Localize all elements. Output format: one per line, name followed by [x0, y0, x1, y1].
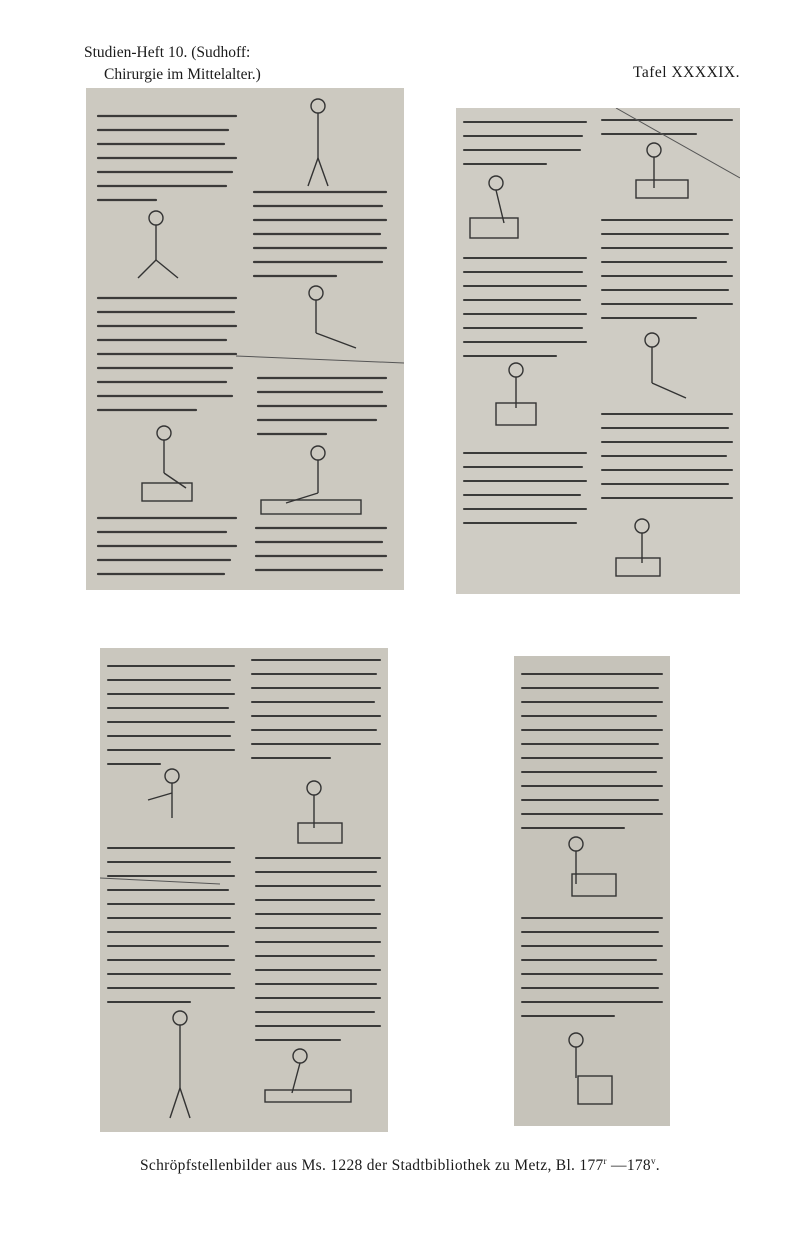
book-title: Chirurgie im Mittelalter.) — [104, 66, 261, 83]
manuscript-page-top-right — [456, 108, 740, 594]
manuscript-page-bottom-right — [514, 656, 670, 1126]
manuscript-image-bottom-left — [100, 648, 388, 1132]
caption-range: —178 — [606, 1157, 651, 1175]
manuscript-page-bottom-left — [100, 648, 388, 1132]
caption-recto: r — [603, 1156, 607, 1166]
series-title: Studien-Heft 10. — [84, 44, 188, 61]
manuscript-image-bottom-right — [514, 656, 670, 1126]
plate-number: Tafel XXXXIX. — [633, 64, 740, 81]
caption-verso: v — [650, 1156, 656, 1166]
caption-text: Schröpfstellenbilder aus Ms. 1228 der Stadtbibliothek zu Metz, Bl. 177 — [140, 1157, 604, 1175]
plate-caption — [0, 1156, 800, 1175]
author-note: (Sudhoff: — [191, 44, 251, 61]
manuscript-image-top-right — [456, 108, 740, 594]
running-header — [84, 42, 261, 86]
header-line-1 — [84, 42, 261, 64]
manuscript-page-top-left — [86, 88, 404, 590]
manuscript-image-top-left — [86, 88, 404, 590]
caption-end: . — [655, 1157, 660, 1175]
